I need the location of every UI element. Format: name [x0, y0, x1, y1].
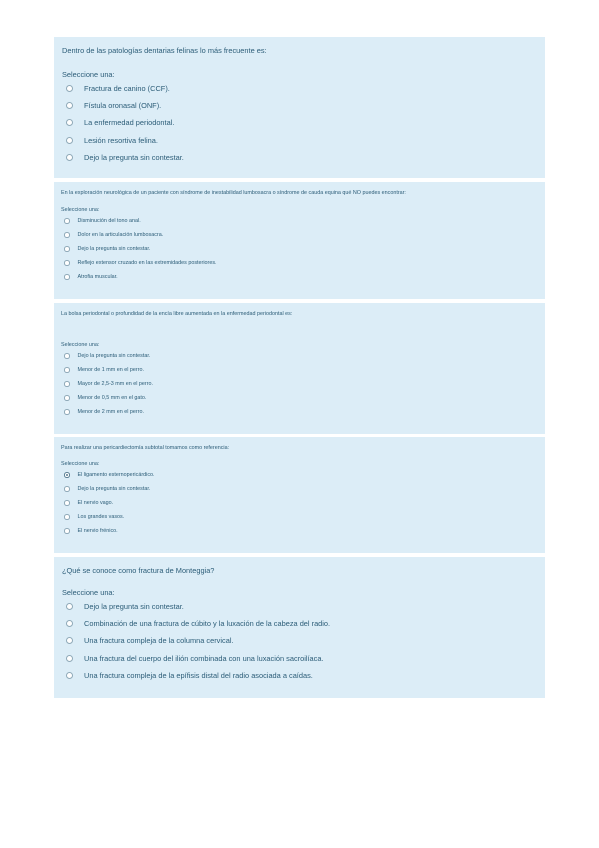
select-label: Seleccione una:	[61, 342, 100, 348]
radio-button[interactable]	[64, 395, 70, 401]
options-list	[61, 468, 538, 538]
option[interactable]	[61, 377, 538, 391]
option-label: El nervio vago.	[77, 500, 114, 506]
options-list	[61, 214, 538, 284]
option-label: Reflejo extensor cruzado en las extremidades posteriores.	[77, 260, 217, 266]
option-label: Dejo la pregunta sin contestar.	[77, 246, 151, 252]
option[interactable]	[61, 228, 538, 242]
option[interactable]	[61, 482, 538, 496]
option[interactable]	[61, 510, 538, 524]
option-label: Atrofia muscular.	[77, 274, 118, 280]
radio-button[interactable]	[64, 260, 70, 266]
option[interactable]	[61, 214, 538, 228]
option[interactable]	[62, 149, 537, 166]
option-label: Combinación de una fractura de cúbito y la luxación de la cabeza del radio.	[84, 619, 331, 629]
option[interactable]	[62, 114, 537, 131]
option-label: Dejo la pregunta sin contestar.	[77, 486, 151, 492]
radio-button[interactable]	[66, 154, 73, 161]
option-label: Una fractura compleja de la epífisis distal del radio asociada a caídas.	[84, 670, 313, 680]
option-label: Dejo la pregunta sin contestar.	[84, 152, 184, 162]
option-label: Mayor de 2,5-3 mm en el perro.	[77, 381, 154, 387]
option-label: Una fractura compleja de la columna cervical.	[84, 636, 234, 646]
radio-button[interactable]	[66, 672, 73, 679]
option[interactable]	[62, 97, 537, 114]
option-label: Dolor en la articulación lumbosacra.	[77, 232, 164, 238]
radio-button[interactable]	[66, 102, 73, 109]
question-1	[54, 37, 545, 178]
radio-button[interactable]	[66, 85, 73, 92]
option[interactable]	[61, 496, 538, 510]
select-label: Seleccione una:	[61, 207, 100, 213]
radio-button[interactable]	[64, 381, 70, 387]
radio-button[interactable]	[66, 637, 73, 644]
radio-button[interactable]	[64, 500, 70, 506]
radio-button[interactable]	[64, 353, 70, 359]
question-text: Para realizar una pericardiectomía subtotal tomamos como referencia:	[61, 445, 230, 451]
option-label: Una fractura del cuerpo del ilión combinada con una luxación sacroilíaca.	[84, 653, 324, 663]
options-list	[62, 598, 537, 684]
select-label: Seleccione una:	[61, 461, 100, 467]
option-label: Dejo la pregunta sin contestar.	[84, 602, 184, 612]
options-list	[61, 349, 538, 419]
option-label: Dejo la pregunta sin contestar.	[77, 353, 151, 359]
option-label: Menor de 1 mm en el perro.	[77, 367, 145, 373]
radio-button[interactable]	[66, 620, 73, 627]
option[interactable]	[61, 363, 538, 377]
question-text: Dentro de las patologías dentarias felinas lo más frecuente es:	[62, 46, 267, 55]
option-label: El nervio frénico.	[77, 528, 118, 534]
question-2	[54, 182, 545, 299]
option[interactable]	[62, 132, 537, 149]
radio-button[interactable]	[64, 409, 70, 415]
radio-button[interactable]	[66, 119, 73, 126]
option-selected[interactable]	[61, 468, 538, 482]
question-text: ¿Qué se conoce como fractura de Monteggia?	[62, 566, 215, 575]
select-label: Seleccione una:	[62, 70, 115, 79]
option[interactable]	[61, 391, 538, 405]
options-list	[62, 80, 537, 166]
option-label: Lesión resortiva felina.	[84, 135, 158, 145]
option-label: Disminución del tono anal.	[77, 218, 141, 224]
option[interactable]	[62, 632, 537, 649]
radio-button[interactable]	[64, 514, 70, 520]
option-label: Fístula oronasal (ONF).	[84, 101, 162, 111]
radio-button-checked[interactable]	[64, 472, 70, 478]
option[interactable]	[62, 615, 537, 632]
option-label: Menor de 0,5 mm en el gato.	[77, 395, 147, 401]
radio-button[interactable]	[64, 232, 70, 238]
radio-button[interactable]	[64, 367, 70, 373]
radio-button[interactable]	[64, 274, 70, 280]
option[interactable]	[61, 256, 538, 270]
radio-button[interactable]	[64, 218, 70, 224]
radio-button[interactable]	[66, 603, 73, 610]
option[interactable]	[61, 242, 538, 256]
option[interactable]	[62, 667, 537, 684]
option[interactable]	[62, 650, 537, 667]
radio-button[interactable]	[64, 486, 70, 492]
option-label: El ligamento esternopericárdico.	[77, 472, 155, 478]
question-text: En la exploración neurológica de un paciente con síndrome de inestabilidad lumbosacra o síndrome de cauda equina qué NO puedes encontrar:	[61, 190, 406, 196]
option-label: Los grandes vasos.	[77, 514, 125, 520]
option[interactable]	[62, 80, 537, 97]
option[interactable]	[61, 270, 538, 284]
question-3	[54, 303, 545, 434]
option[interactable]	[61, 405, 538, 419]
question-text: La bolsa periodontal o profundidad de la encía libre aumentada en la enfermedad periodontal es:	[61, 311, 293, 317]
radio-button[interactable]	[66, 655, 73, 662]
option-label: Menor de 2 mm en el perro.	[77, 409, 145, 415]
radio-button[interactable]	[64, 246, 70, 252]
select-label: Seleccione una:	[62, 588, 115, 597]
radio-button[interactable]	[64, 528, 70, 534]
option-label: Fractura de canino (CCF).	[84, 84, 170, 94]
question-5	[54, 557, 545, 698]
option[interactable]	[61, 349, 538, 363]
option[interactable]	[61, 524, 538, 538]
option[interactable]	[62, 598, 537, 615]
option-label: La enfermedad periodontal.	[84, 118, 175, 128]
question-4	[54, 437, 545, 553]
radio-button[interactable]	[66, 137, 73, 144]
